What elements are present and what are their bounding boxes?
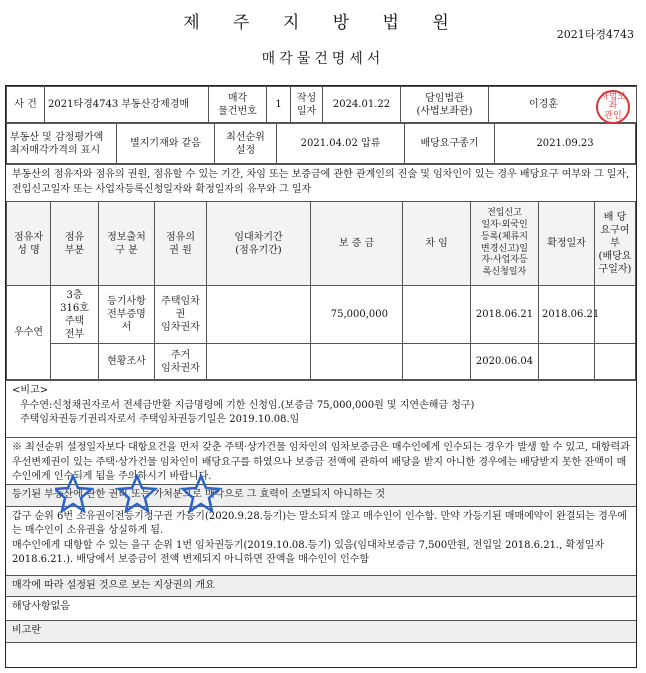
- col-title: 점유의 권 원: [155, 202, 207, 286]
- dividend-request: [595, 344, 636, 380]
- rent-amount: [403, 344, 471, 380]
- case-info-table: [6, 86, 637, 123]
- priority-value: 2021.04.02 압류: [277, 124, 405, 164]
- dividend-deadline-label: 배당요구종기: [405, 124, 495, 164]
- priority-label: 최선순위 설정: [215, 124, 277, 164]
- sale-number-value: 1: [267, 87, 291, 123]
- col-fixed-date: 확정일자: [539, 202, 595, 286]
- sale-number-label: 매각 물건번호: [209, 87, 267, 123]
- appraisal-label: 부동산 및 감정평가액 최저매각가격의 표시: [7, 124, 117, 164]
- court-name: 제 주 지 방 법 원: [183, 13, 463, 33]
- rent-amount: [403, 286, 471, 344]
- registered-rights-line: 갑구 순위 6번 소유권이전등기청구권 가등기(2020.9.28.등기)는 말소되지 않고 매수인이 인수함. 만약 가등기된 매매예약이 완결되는 경우에는 매수인이 소유권을 상실하게 됨.: [12, 510, 628, 536]
- col-rent: 차 임: [403, 202, 471, 286]
- appraisal-value: 별지기재와 같음: [117, 124, 215, 164]
- note-label: 비고란: [6, 620, 636, 642]
- col-source: 정보출처 구 분: [99, 202, 155, 286]
- case-value: 2021타경4743 부동산강제경매: [45, 87, 209, 123]
- col-occupant: 점유자 성 명: [7, 202, 51, 286]
- note-value: [6, 642, 636, 649]
- remarks-label: <비고>: [12, 385, 49, 396]
- col-part: 점유 부분: [51, 202, 99, 286]
- star-stamps: [55, 474, 245, 514]
- col-period: 임대차기간 (점유기간): [207, 202, 311, 286]
- col-deposit: 보 증 금: [311, 202, 403, 286]
- remarks-section: [6, 380, 636, 437]
- registered-rights-header: 등기된 부동산에 관한 권리 또는 가처분으로 매각으로 그 효력이 소멸되지 아니하는 것: [6, 484, 636, 506]
- move-in-date: 2020.06.04: [471, 344, 539, 380]
- star-icon: [55, 476, 91, 511]
- occupancy-title: 주거 임차권자: [155, 344, 207, 380]
- document-title: 매각물건명세서: [261, 51, 385, 67]
- info-source: 현황조사: [99, 344, 155, 380]
- remarks-line: 주택임차권등기권리자로서 주택임차권등기일은 2019.10.08.임: [20, 414, 300, 425]
- deposit-amount: [311, 344, 403, 380]
- occupancy-title: 주택임차 권 임차권자: [155, 286, 207, 344]
- move-in-date: 2018.06.21: [471, 286, 539, 344]
- dividend-deadline-value: 2021.09.23: [495, 124, 636, 164]
- occupied-part: [51, 344, 99, 380]
- occupancy-table: [6, 201, 636, 380]
- surface-rights-value: 해당사항없음: [6, 596, 636, 620]
- table-row: [7, 286, 636, 344]
- remarks-line: 우수연:신청채권자로서 전세금반환 지급명령에 기한 신청임.(보증금 75,000,000원 및 지연손해금 청구): [20, 399, 475, 411]
- table-row: [7, 344, 636, 380]
- info-source: 등기사항 전부증명 서: [99, 286, 155, 344]
- warning-note: ※ 최선순위 설정일자보다 대항요건을 먼저 갖춘 주택·상가건물 임차인의 임차보증금은 매수인에게 인수되는 경우가 발생 할 수 있고, 대항력과 우선변제권이 있는 주택·상가건물 임차인이 배당요구를 하였으나 보증금 전액에 관하여 배당을 받지 아니한 경우에는 배당받지 못한 잔액이 매수인에게 인수되게 됨을 주의하시기 바랍니다.: [6, 437, 636, 484]
- surface-rights-header: 매각에 따라 설정된 것으로 보는 지상권의 개요: [6, 575, 636, 597]
- written-date-label: 작성 일자: [291, 87, 323, 123]
- lease-period: [207, 286, 311, 344]
- occupancy-note: 부동산의 점유자와 점유의 권원, 점유할 수 있는 기간, 차임 또는 보증금에 관한 관계인의 진술 및 임차인이 있는 경우 배당요구 여부와 그 일자, 전입신고일자 또는 사업자등록신청일자와 확정일자의 유무와 그 일자: [6, 164, 636, 201]
- judge-value: 이경훈: [489, 87, 637, 123]
- official-seal: 사법보좌 관인: [596, 90, 630, 124]
- registered-rights-line: 매수인에게 대항할 수 있는 을구 순위 1번 임차권등기(2019.10.08.등기) 있음(임대차보증금 7,500만원, 전입일 2018.6.21., 확정일자 2018.6.21.). 배당에서 보증금이 전액 변제되지 아니하면 잔액을 매수인이 인수함: [12, 539, 605, 565]
- col-dividend: 배 당 요구여부 (배당요구일자): [595, 202, 636, 286]
- judge-label: 담임법관 (사법보좌관): [401, 87, 489, 123]
- deposit-amount: 75,000,000: [311, 286, 403, 344]
- dividend-request: [595, 286, 636, 344]
- written-date-value: 2024.01.22: [323, 87, 401, 123]
- fixed-date: 2018.06.21: [539, 286, 595, 344]
- appraisal-table: [6, 123, 636, 164]
- header-case-number: 2021타경4743: [556, 28, 634, 41]
- case-label: 사 건: [7, 87, 45, 123]
- lease-period: [207, 344, 311, 380]
- star-icon: [119, 476, 155, 511]
- occupied-part: 3층 316호 주택 전부: [51, 286, 99, 344]
- specification-frame: [5, 85, 637, 668]
- star-icon: [183, 476, 219, 511]
- fixed-date: [539, 344, 595, 380]
- occupant-name: 우수연: [7, 286, 51, 380]
- col-move-in: 전입신고 일자·외국인 등록(체류지 변경신고)일 자·사업자등 록신청일자: [471, 202, 539, 286]
- registered-rights-body: [6, 506, 636, 575]
